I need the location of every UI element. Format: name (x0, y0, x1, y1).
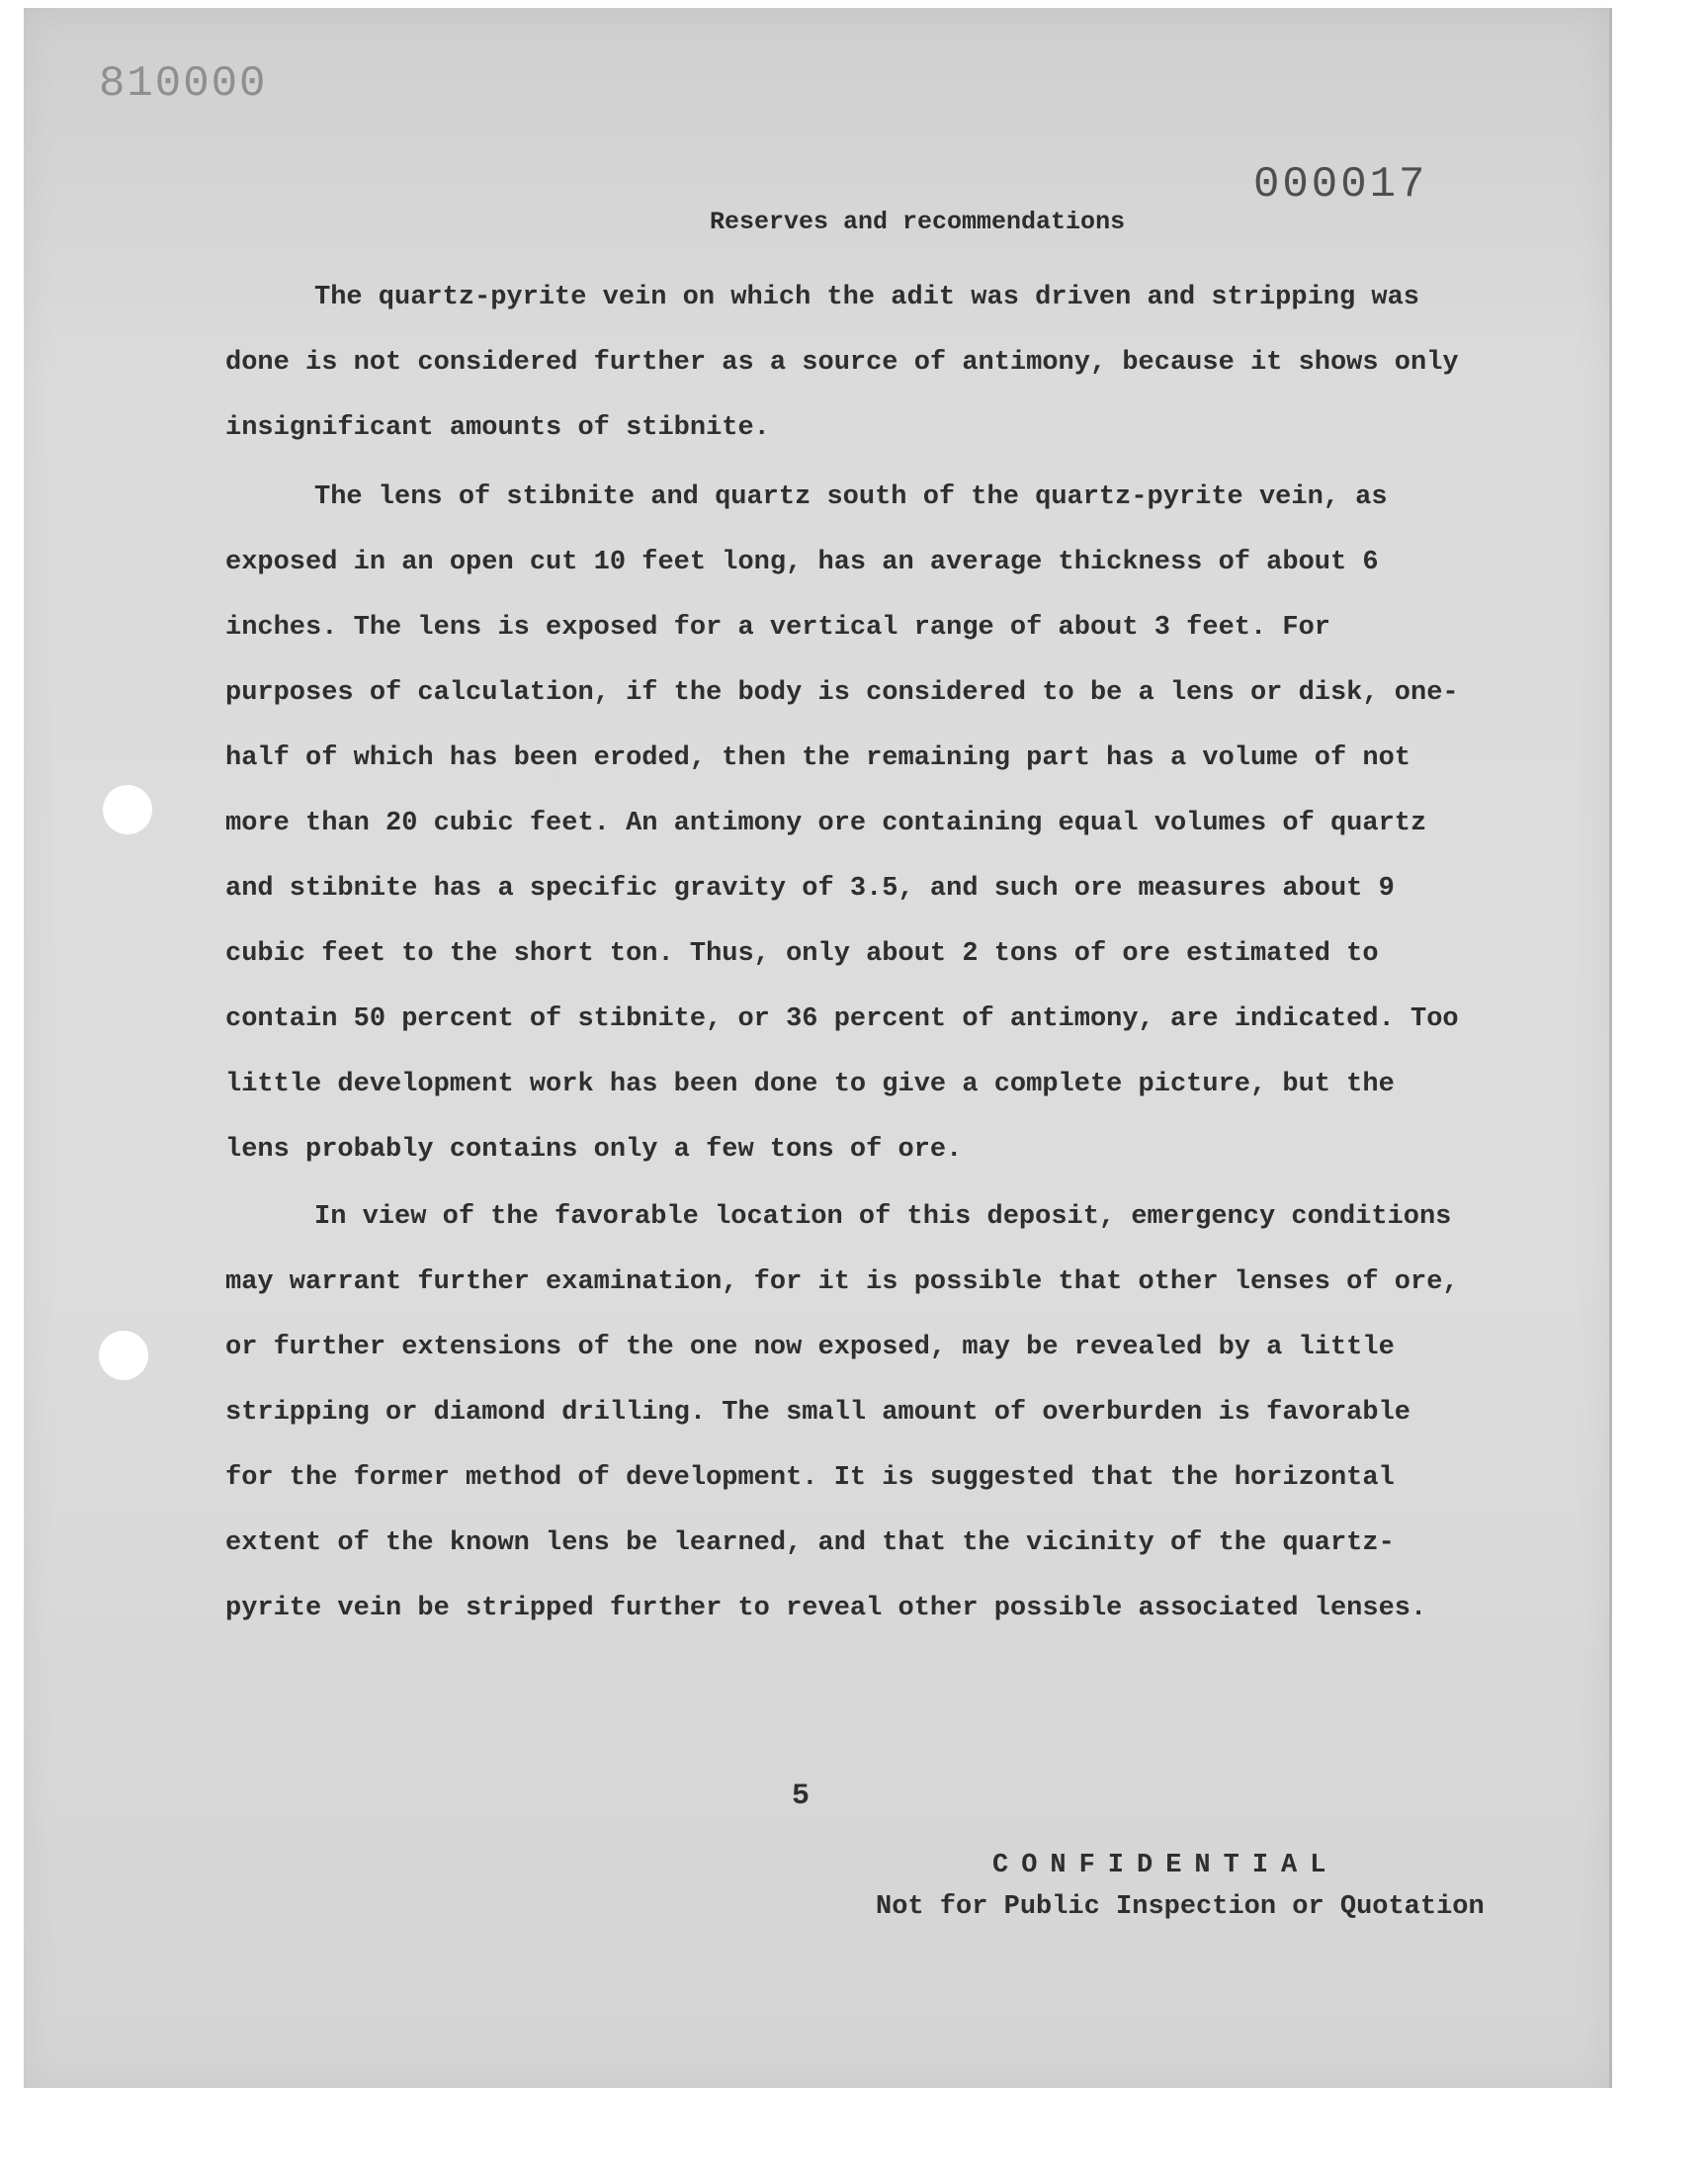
section-heading: Reserves and recommendations (710, 208, 1126, 236)
paragraph-2: The lens of stibnite and quartz south of the quartz-pyrite vein, as exposed in an open cut 10 feet long, has an average thickness of about 6 inches. The lens is exposed for a vertical range of about 3 feet. For purposes of calculation, if the body is considered to be a lens or disk, one-half of which has been eroded, then the remaining part has a volume of not more than 20 cubic feet. An antimony ore containing equal volumes of quartz and stibnite has a specific gravity of 3.5, and such ore measures about 9 cubic feet to the short ton. Thus, only about 2 tons of ore estimated to contain 50 percent of stibnite, or 36 percent of antimony, are indicated. Too little development work has been done to give a complete picture, but the lens probably contains only a few tons of ore. (225, 482, 1459, 1165)
punch-hole-lower (99, 1331, 148, 1380)
confidential-label: CONFIDENTIAL (992, 1851, 1339, 1880)
stamp-number-top-left: 810000 (99, 59, 268, 109)
paragraph-3: In view of the favorable location of this deposit, emergency conditions may warrant further examination, for it is possible that other lenses of ore, or further extensions of the one now exposed, may be revealed by a little stripping or diamond drilling. The small amount of overburden is favorable for the former method of development. It is suggested that the horizontal extent of the known lens be learned, and that the vicinity of the quartz-pyrite vein be stripped further to reveal other possible associated lenses. (225, 1202, 1459, 1623)
paragraph-1: The quartz-pyrite vein on which the adit was driven and stripping was done is not considered further as a source of antimony, because it shows only insignificant amounts of stibnite. (225, 283, 1459, 443)
confidential-notice: Not for Public Inspection or Quotation (876, 1892, 1485, 1922)
stamp-number-top-right: 000017 (1253, 160, 1428, 210)
punch-hole-upper (103, 785, 152, 834)
page-number: 5 (792, 1780, 811, 1813)
